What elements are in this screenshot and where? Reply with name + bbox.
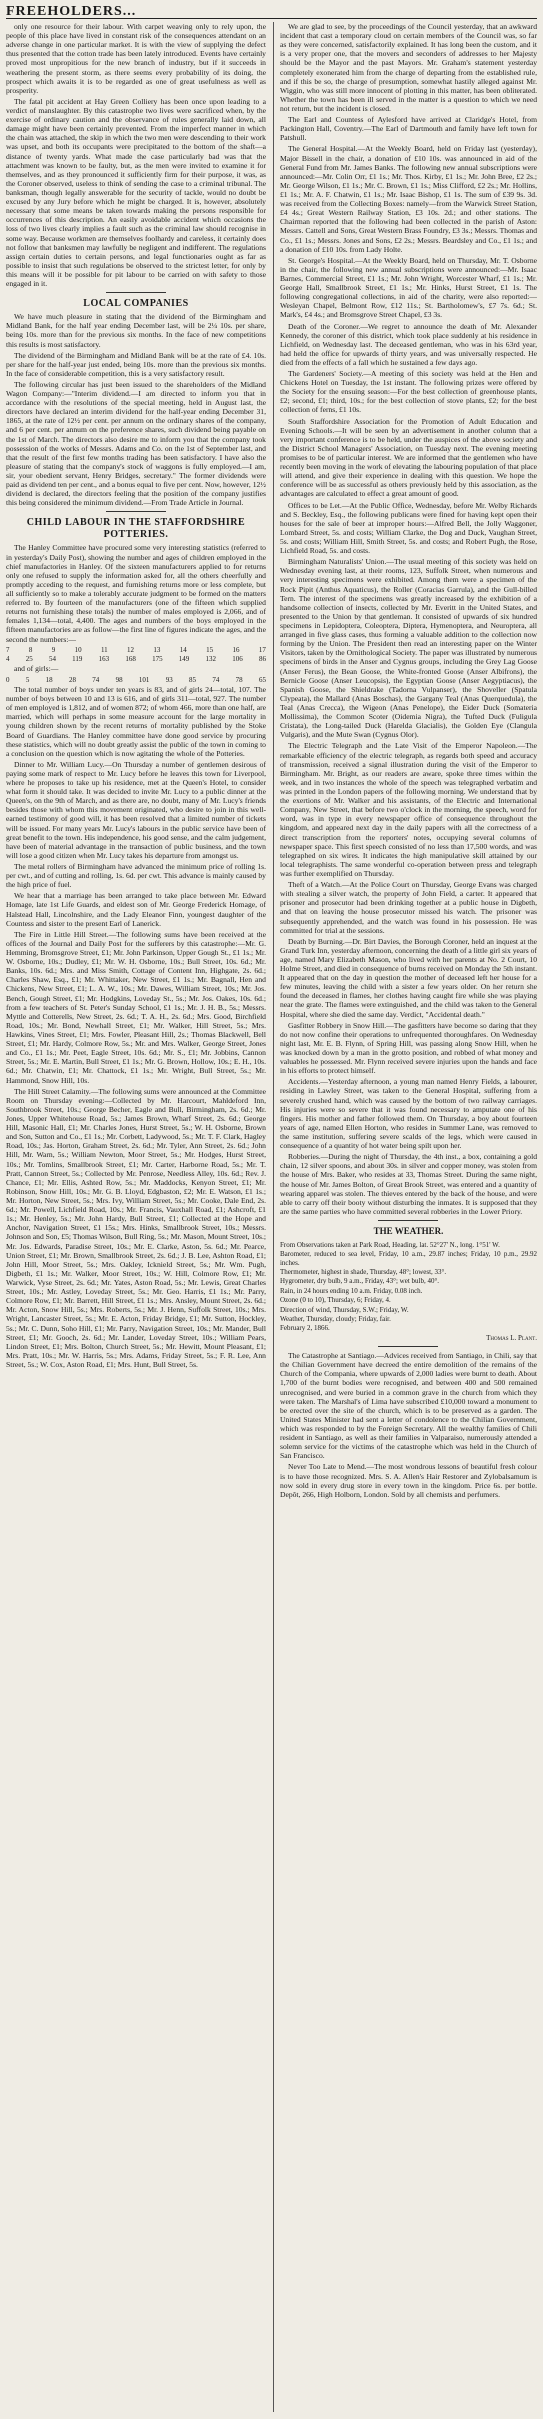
section-heading: CHILD LABOUR IN THE STAFFORDSHIRE POTTERIES. <box>26 517 246 541</box>
section-heading: LOCAL COMPANIES <box>83 298 189 310</box>
article-paragraph: The following circular has just been issued to the shareholders of the Midland Wagon Company:—"Interim dividend.—I am directed to inform you that in accordance with the resolutions of the special meeting, held in August last, the directors have declared an interim dividend for the half-year ending December 31, 1865, at the rate of 12½ per cent. per annum on the ordinary shares of the company, and 6 per cent. per annum on the preference shares, such dividend being payable on the 1st of March. The directors also desire me to inform you that the company took possession of the works of Messrs. Adams and Co. on the 1st of September last, and that the result of the first few months trading has been satisfactory. I have also the pleasure of stating that the company's stock of waggons is fully employed.—I am, sir, your obedient servant, Henry Bridges, secretary." The former dividends were paid as dividend ten per cent., and a bonus equal to five per cent. Now, however, 12½ dividend is declared, the directors feeling that the position of the company justifies this being considered the minimum dividend.—From Trade Article in Journal. <box>6 379 266 508</box>
article-paragraph: Gasfitter Robbery in Snow Hill.—The gasfitters have become so daring that they do not now confine their operations to unfrequented thoroughfares. On Wednesday night last, Mr. E. B. Flynn, of Spring Hill, was passing along Snow Hill, when he was knocked down by a man in the grotto position, and robbed of what money and valuables he possessed. Mr. Flynn received severe injuries upon the hands and face in his efforts to protect himself. <box>279 1020 537 1076</box>
article-paragraph: We have much pleasure in stating that the dividend of the Birmingham and Midland Bank, for the half year ending December last, will be 2¼ 10s. per share, being 10s. more than for the previous six months. In the face of new competitions this results is most satisfactory. <box>6 312 266 349</box>
weather-line: Hygrometer, dry bulb, 9 a.m., Friday, 43°; wet bulb, 40°. <box>279 1277 440 1286</box>
table-cell: 168 <box>125 655 136 664</box>
age-row <box>6 646 266 654</box>
table-cell: 11 <box>100 645 108 654</box>
table-cell: 28 <box>68 675 76 684</box>
table-cell: 13 <box>153 645 161 654</box>
columns <box>6 22 537 2412</box>
weather-report <box>280 1241 537 1342</box>
article-paragraph: Dinner to Mr. William Lucy.—On Thursday a number of gentlemen desirous of paying some mark of respect to Mr. Lucy before he leaves this town for Liverpool, where he proposes to take up his residence, met at the Queen's Hotel, to consider what form it should take. It was decided to invite Mr. Lucy to a public dinner at the Queen's, on the 9th of March, and as there are, no doubt, many of Mr. Lucy's friends besides those with whom this movement originated, who desire to join in this well-earned testimony of good will, it has been resolved that a limited number of tickets will be issued. For many years Mr. Lucy's labours in the public service have been of great benefit to the town. His independence, his good sense, and the calm judgement, have been of material advantage in the transaction of public business, and the town will lose a good citizen when Mr. Lucy takes his departure from amongst us. <box>6 759 266 860</box>
table-cell: 14 <box>179 645 187 654</box>
table-cell: 10 <box>74 645 82 654</box>
table-cell: 78 <box>235 675 243 684</box>
table-cell: 8 <box>28 645 33 654</box>
table-cell: 119 <box>72 655 83 664</box>
article-paragraph: The Hanley Committee have procured some very interesting statistics (referred to in yesterday's Daily Post), showing the number and ages of children employed in the chief manufactories in Hanley. Of the sixteen manufacturers applied to for returns only one refused to supply the information asked for, all the others cheerfully and promptly acceding to the request, and furnishing returns more or less complete, but all sufficiently so to make a tolerably accurate judgment to be formed on the matters referred to. By fourteen of the manufacturers (one of the fifteen which supplied returns not furnishing these totals) the number of males employed is 2,066, and of females 1,134—total, 4,400. The ages and numbers of the boys employed in the fifteen manufactories are as follow—the first line of figures indicate the ages, and the second the numbers:— <box>6 543 266 644</box>
divider <box>106 292 166 293</box>
left-column <box>6 22 266 2412</box>
table-cell: 15 <box>206 645 214 654</box>
article-paragraph: Offices to be Let.—At the Public Office, Wednesday, before Mr. Welby Richards and S. Beckley, Esq., the following publicans were fined for having kept open their houses for the sale of beer at improper hours:—Alfred Bell, the Jolly Waggoner, Lombard Street, 5s. and costs; William Clarke, the Dog and Duck, Vaughan Street, 5s. and costs; William Hill, Smith Street, 5s. and costs; and Robert Pugh, the Rose, Lichfield Road, 5s. and costs. <box>279 500 537 556</box>
table-cell: 132 <box>205 655 216 664</box>
table-cell: 0 <box>6 675 10 684</box>
weather-line: Ozone (0 to 10), Thursday, 6; Friday, 4. <box>279 1296 391 1305</box>
article-paragraph: The dividend of the Birmingham and Midland Bank will be at the rate of £4. 10s. per share for the half-year just ended, being 10s. more than the previous six months. In the face of considerable competition, this is a very satisfactory result. <box>6 350 266 378</box>
table-cell: 16 <box>232 645 240 654</box>
article-paragraph: Robberies.—During the night of Thursday, the 4th inst., a box, containing a gold chain, 12 silver spoons, and about 30s. in silver and copper money, was stolen from the house of Mrs. Baker, who resides at 33, Thomas Street. During the same night, the house of Mr. James Bolton, of Great Brook Street, was entered and a quantity of wearing apparel was stolen. The thieves entered by the back of the house, and were able to carry off their booty without disturbing the inmates. It is supposed that they are the same parties who have committed several robberies in the Lower Priory. <box>279 1152 537 1216</box>
article-paragraph: The total number of boys under ten years is 83, and of girls 24—total, 107. The number of boys between 10 and 13 is 616, and of girls 311—total, 927. The number of men employed is 1,812, and of women 872; of whom 466, more than one half, are married, which will perhaps in some measure account for the large mortality in young children shown by the recent returns of mortality published by the Stoke Board of Guardians. The Hanley committee have done good service by procuring these statistics, which will no doubt greatly assist the public of the town in coming to a conclusion on the question which is now agitating the whole of the Potteries. <box>6 684 266 758</box>
article-paragraph: Never Too Late to Mend.—The most wondrous lessons of beautiful fresh colour is to have those recognized. Mrs. S. A. Allen's Hair Restorer and Zylobalsamum is now sold in every drug store in every town in the kingdom. Price 6s. per bottle. Depôt, 266, High Holborn, London. Sold by all chemists and perfumers. <box>279 1462 537 1499</box>
article-paragraph: Birmingham Naturalists' Union.—The usual meeting of this society was held on Wednesday evening last, at their rooms, 123, Suffolk Street, when numerous and very interesting specimens were exhibited. Among them were a specimen of the Rock Pipit (Anthus Aquaticus), the Roller (Coracias Garrula), and the Gull-billed Tern. The interest of the specimens was greatly increased by the exhibition of a handsome collection of insects, collected by Mr. Everitt in the United States, and presented to the Union by that gentleman. It consisted of upwards of six hundred specimens in Lepidoptera, Coleoptera, Diptera, Hymenoptera, and Neuroptera, all arranged in five glass cases, thus forming a valuable addition to the collection now forming by the Union. The President then read an interesting paper on the Winter Visitors, taken by the Ornithological Society. The paper was illustrated by numerous specimens of birds in the Anser and Cygnus groups, including the Grey Lag Goose (Anser Ferus), the Bean Goose, the White-fronted Goose (Anser Albifrons), the Bernicle Goose (Anser Leucopsis), the Egyptian Goose (Anser Aegyptiacus), the Spanish Goose, the Shieldrake (Tadorna Vulpanser), the Shoveller (Spatula Clypeata), the Mallard (Anas Boschas), the Gargany Teal (Anas Querquedula), the Teal (Anas Crecca), the Wigeon (Anas Penelope), the Eider Duck (Somateria Mollissima), the Common Scoter (Oidemia Nigra), the Tufted Duck (Fuligula Cristata), the Long-tailed Duck (Harelda Glacialis), the Golden Eye (Clangula Vulgaris), and the Mute Swan (Cygnus Olor). <box>279 557 537 740</box>
weather-line: Direction of wind, Thursday, S.W.; Friday, W. <box>279 1305 409 1314</box>
table-cell: 12 <box>127 645 135 654</box>
table-cell: 175 <box>152 655 163 664</box>
table-cell: 149 <box>178 655 190 664</box>
article-paragraph: We hear that a marriage has been arranged to take place between Mr. Edward Homage, late 1st Life Guards, and eldest son of Mr. George Frederick Homage, of Halstead Hall, Lincolnshire, and the Lady Eleanor Finn, youngest daughter of the Countess and sister to the present Earl of Lanerick. <box>6 891 266 928</box>
article-paragraph: St. George's Hospital.—At the Weekly Board, held on Thursday, Mr. T. Osborne in the chair, the following new annual subscriptions were announced:—Mr. Isaac Barnes, Commercial Street, £1 1s.; Mr. John Wright, Worcester Wharf, £1 1s.; Mr. George Hall, Smallbrook Street, £1 1s.; Mr. Hinks, Hurst Street, £1 1s. The following congregational collections, in aid of the charity, were also reported:—Wesleyan Chapel, Belmont Row, £12 11s.; St. Bartholomew's, £7 7s. 6d.; St. Mark's, £4 4s.; and Bromsgrove Street Chapel, £3 3s. <box>279 255 537 320</box>
weather-line: Barometer, reduced to sea level, Friday, 10 a.m., 29.87 inches; Friday, 10 p.m., 29.92 inches. <box>279 1250 537 1267</box>
girls-count-row <box>6 676 266 684</box>
article-paragraph: The fatal pit accident at Hay Green Colliery has been once upon leading to a verdict of manslaughter. By this catastrophe two lives were sacrificed when, by the exercise of ordinary caution and the observance of rules generally laid down, all damage might have been certainly prevented. From the imperfect manner in which the chain was attached, the skip in which the two men were descending to their work was upset, and both its occupants were precipitated to the bottom of the shaft—a distance of twenty yards. What made the case particularly bad was that the attachment was known to be faulty, but, as the men were invited to examine it for themselves, and as they pronounced it sufficiently firm for their purpose, it was, as the Coroner observed, useless to think of sending the case to a criminal tribunal. The banksman, though legally answerable for the security of tackle, would no doubt be excused by any Jury before which he might be charged. It is, however, absolutely necessary that some means be taken towards making the persons responsible for occurrences of this description. An easily avoidable accident which occasions the loss of two lives clearly implies a fault such as the criminal law should recognise in some way. Because workmen are themselves foolhardy and careless, it certainly does not follow that banksmen may lawfully be negligent and indifferent. The regulations assign certain duties to certain persons, and legal functionaries ought as far as possible to insist that such regulations be observed to the strictest letter, for only by this means will it be possible for pit labour to be carried on with safety to those engaged in it. <box>6 96 266 289</box>
article-paragraph: The Earl and Countess of Aylesford have arrived at Claridge's Hotel, from Packington Hall, Coventry.—The Earl of Dartmouth and family have left town for Patshull. <box>279 115 537 143</box>
weather-heading: THE WEATHER. <box>373 1226 444 1236</box>
table-cell: 86 <box>258 655 266 664</box>
masthead: FREEHOLDERS... <box>6 4 537 19</box>
right-column <box>273 22 537 2412</box>
article-paragraph: and of girls:— <box>14 664 59 674</box>
table-cell: 4 <box>6 655 10 664</box>
table-cell: 74 <box>212 675 220 684</box>
divider <box>378 1346 438 1347</box>
weather-line: Rain, in 24 hours ending 10 a.m. Friday, 0.08 inch. <box>279 1286 423 1295</box>
table-cell: 93 <box>165 675 173 684</box>
table-cell: 85 <box>189 675 196 684</box>
boys-count-row <box>6 655 266 663</box>
table-cell: 101 <box>138 675 150 684</box>
article-paragraph: The Electric Telegraph and the Late Visit of the Emperor Napoleon.—The remarkable efficiency of the electric telegraph, as regards both speed and accuracy of transmission, received a signal illustration during the visit of the Emperor to Birmingham. Mr. Bright, as our readers are aware, spoke three times within the week, and in two instances the whole of the speech was telegraphed verbatim and was printed in the London papers of the following morning. We understand that by the exertions of Mr. Walker and his assistants, of the Electric and International Company, New Street, that before two o'clock in the morning, the speech, word for word, was in type in every newspaper office of consequence throughout the kingdom, and appeared next day in the daily papers with all the correctness of a direct transcription from the reporters' notes, occupying several columns of newspaper space. This first speech consisted of no less than 17,500 words, and was telegraphed on six wires. It indicates the high manipulative skill attained by our local telegraphists. The same wonderful co-operation between press and telegraph was further exemplified on Thursday. <box>279 741 537 878</box>
article-paragraph: The Catastrophe at Santiago.—Advices received from Santiago, in Chili, say that the Chilian Government have decreed the entire demolition of the remains of the Church of the Compania, where upwards of 2,000 ladies were burnt to death. About 1,700 of the burnt bodies were recognised, and between 400 and 500 remained unrecognised, and were buried in a common grave in the church from which they were taken. The Marshal's of Lima have subscribed £10,000 toward a monument to be erected over the site of the church, which is to be preserved as a garden. The United States Minister had sent a letter of condolence to the Chilian Government, which was responded to by the Foreign Secretary. All the wealthy families of Chili resident in Santiago, as well as their families in Valparaiso, numerously attended a solemn service for the victims of the catastrophe which was held in the Church of San Francisco. <box>279 1351 537 1461</box>
article-paragraph: Accidents.—Yesterday afternoon, a young man named Henry Fields, a labourer, residing in Lawley Street, was taken to the General Hospital, suffering from a severely crushed hand, which was caused by the bottom of two railway carriages. His injuries were so severe that it was found necessary to amputate one of his fingers. His mother and father followed them. On Thursday, a boy about fourteen years of age, named Ellen Horton, who resides in Summer Lane, was removed to the same institution, suffering severe scalds of the legs, which were caused in consequence of a quantity of hot water being spilt upon her. <box>279 1077 537 1151</box>
table-cell: 54 <box>48 655 56 664</box>
table-cell: 18 <box>45 675 53 684</box>
table-cell: 9 <box>51 645 56 654</box>
weather-date: February 2, 1866. <box>279 1324 330 1333</box>
divider <box>106 511 166 512</box>
table-cell: 106 <box>232 655 243 664</box>
table-cell: 7 <box>6 645 10 654</box>
table-cell: 163 <box>98 655 110 664</box>
weather-line: Thermometer, highest in shade, Thursday, 48°; lowest, 33°. <box>279 1267 447 1276</box>
table-cell: 25 <box>25 655 33 664</box>
article-paragraph: The Hill Street Calamity.—The following sums were announced at the Committee Room on Thursday evening:—Collected by Mr. Harcourt, Mahldeford Inn, Southbrook Street, 10s.; George Becher, Eagle and Bull, Birmingham, 2s. 6d.; Mr. Jones, Upper Whitehouse Road, 5s.; James Brown, Wharf Street, 2s. 6d.; George Hill, Masonic Hall, £1; Mr. Charles Jones, Hurst Street, 5s.; W. H. Osborne, Brown and Son, Sutton and Co., £1 1s.; Mr. Corbett, Ladywood, 5s.; Mr. T. F. Clark, Hagley Road, 10s.; Jas. Horton, Graham Street, 2s. 6d.; Mr. Tyler, Ann Street, 2s. 6d.; John Hill, Mr. Warn, 5s.; William Newton, Moor Street, 5s.; Mr. Hodges, Hurst Street, 10s.; Mr. Tomlins, Smallbrook Street, £1; Mr. Carter, Harborne Road, 5s.; Mr. T. Pratt, Cannon Street, 5s.; Collected by Mr. Penrose, Needless Alley, 10s. 6d.; Rev. J. Chance, £1; Mr. Ellis, Ashted Row, 5s.; Mr. Maddocks, Kenyon Street, £1; Mr. Robinson, Snow Hill, 10s.; Mr. G. B. Lloyd, Edgbaston, £2; Mr. E. Watson, £1 1s.; Mr. Horton, New Street, 5s.; Mrs. Ivy, William Street, 5s.; Mr. Cooke, Dale End, 2s. 6d.; Mr. Powell, Lichfield Road, 10s.; Mr. Francis, Vauxhall Road, £1; Ashcroft, £1 1s.; Mr. Henley, 5s.; Mr. John Hardy, Bull Street, £1; Collected at the Hope and Anchor, Navigation Street, £1 15s.; Mrs. Hinks, Smallbrook Street, 10s.; Messrs. Johnson and Son, £5; Thomas Wilson, Bull Ring, 5s.; Mr. Mason, Mount Street, 10s.; Mr. Jos. Edwards, Paradise Street, 10s.; Mr. E. Clarke, Aston, 5s. 6d.; Mr. Pearce, Union Street, £1; Mr. Brown, Smallbrook Street, 2s. 6d.; J. B. Lee, Ashton Road, £1; John Hill, Moor Street, 5s.; Mrs. Oakley, Icknield Street, 5s.; Mr. Wm. Pugh, Digbeth, £1 1s.; Mr. Walker, Moor Street, 10s.; W. Hill, Colmore Row, £1; Mr. Warwick, Vyse Street, 2s. 6d.; Mr. Yates, Aston Road, 5s.; Mr. Lewis, Great Charles Street, 10s.; Mr. Astley, Loveday Street, 5s.; Mr. Geo. Harris, £1 1s.; Mr. Parry, Colmore Row, £1; Mr. Barrett, Hill Street, £1 1s.; Mrs. Ansley, Mount Street, 2s. 6d.; Mr. Acton, Snow Hill, 5s.; Mrs. Roberts, 5s.; Mr. J. Henn, Suffolk Street, 10s.; Mrs. Wright, Lancaster Street, 5s.; Mr. E. Acton, Friday Bridge, £1; Mr. Sutton, Hockley, 5s.; Mr. C. Dunn, Soho Hill, £1; Mr. Parry, Navigation Street, 10s.; Mr. Mander, Bull Street, £1; Mr. Gooch, 2s. 6d.; Mr. Lander, Loveday Street, 10s.; William Pears, Lindon Street, £1; Mrs. Bolton, Church Street, 5s.; Mr. Hewitt, Mount Pleasant, £1; Mrs. Pratt, 10s.; Mr. W. Harris, 5s.; Mrs. Adams, Friday Street, 5s.; F. R. Lee, Ann Street, 5s.; W. Cox, Aston Road, £1; Mrs. Hunt, Bull Street, 5s. <box>6 1086 266 1369</box>
weather-line: From Observations taken at Park Road, Heading, lat. 52°27' N., long. 1°51' W. <box>279 1240 500 1249</box>
article-paragraph: The Gardeners' Society.—A meeting of this society was held at the Hen and Chickens Hotel on Tuesday, the 1st instant. The following prizes were offered by the Society for the ensuing season:—For the best collection of greenhouse plants, £2; second, £1; third, 10s.; for the best collection of stove plants, £2; for the best collection of ferns, £1 10s. <box>279 369 537 415</box>
weather-signature: Thomas L. Plant. <box>486 1333 537 1342</box>
divider <box>378 1220 438 1221</box>
article-paragraph: The Fire in Little Hill Street.—The following sums have been received at the offices of the Journal and Daily Post for the sufferers by this catastrophe:—Mr. G. Hemming, Bromsgrove Street, £1; Mr. John Parkinson, Upper Gough St., £1 1s.; Mr. W. Osborne, 10s.; Dudley, £1; Mr. W. H. Osborne, 10s.; Bull Street, 10s. 6d.; Mr. Banks, 10s. 6d.; Mrs. and Miss Smith, Cottage of Content Inn, Highgate, 2s. 6d.; Charles Shaw, Esq., £1; Mr. Whittaker, New Street, £1 1s.; Mr. Bagnall, Hen and Chickens, New Street, £1; L. A. W., 10s.; Mr. Dawes, William Street, 10s.; Mr. Jos. Bench, Gough Street, £1; Mr. Hodgkins, Loveday St., 5s.; Mr. Jos. Oakes, 10s. 6d.; from a few teachers of St. Peter's Sunday School, £1 1s.; Mr. J. H. B., 5s.; Messrs. Myttle and Cotterells, New Street, 2s. 6d.; T. A. H., 2s. 6d.; Mrs. Good, Birchfield Road, 10s.; Mr. Bond, Newhall Street, £1; Mr. Walker, Hill Street, 5s.; Mrs. Hawkins, Vines Street, £1; Mrs. Fowler, Pleasant Hill, 2s.; Thomas Blackwell, Bell Street, £1; Mr. Hardy, Colmore Row, 5s.; Mr. and Mrs. Walker, George Street, Jones and Co., £1 1s.; Mr. Peet, Eagle Street, 10s. 6d.; Mr. S., £1; Mr. Jobbins, Cannon Street, 5s.; Mr. E. Martin, Bull Street, £1 1s.; Mr. G. Brown, Hollow, 10s.; E. H., 10s. 6d.; Mr. Chatwin, £1; Mr. Chattock, £1 1s.; Mr. Wright, Bull Street, 5s.; Mr. Hammond, Snow Hill, 10s. <box>6 929 266 1085</box>
article-paragraph: The metal rollers of Birmingham have advanced the minimum price of rolling 1s. per cwt., and of cutting and rolling, 1s. 6d. per cwt. This advance is mainly caused by the high price of fuel. <box>6 862 266 890</box>
article-paragraph: The General Hospital.—At the Weekly Board, held on Friday last (yesterday), Major Bissell in the chair, a donation of £10 10s. was announced in aid of the General Fund from Mr. James Banks. The following new annual subscriptions were announced:—Mr. Colin Orr, £1 1s.; Mr. Thos. Kirby, £1 1s.; Mr. John Bree, £2 2s.; Mr. George Wilson, £1 1s.; Mr. C. Brown, £1 1s.; Miss Clifford, £2 2s.; Mr. Hollins, £1 1s.; Mr. A. F. Chatwin, £1 1s.; Mr. Isaac Bishop, £1 1s. The sum of £39 9s. 3d. was received from the Collecting Boxes: namely—from the Warwick Street Station, £4 4s.; Great Western Railway Station, £3 10s. 2d.; and other stations. The Chairman reported that the following had been collected in the parish of Aston: Messrs. Cattell and Sons, Great Western Brass Foundry, £3 3s.; Messrs. Thomas and Co., £1 1s.; Messrs. Jones and Sons, £2 2s.; Messrs. Beardsley and Co., £1 1s.; and a donation of £10 10s. from Lady Holte. <box>279 144 537 254</box>
table-cell: 98 <box>115 675 123 684</box>
article-paragraph: Death by Burning.—Dr. Birt Davies, the Borough Coroner, held an inquest at the Grand Turk Inn, yesterday afternoon, concerning the death of a little girl six years of age, named Mary Elizabeth Mason, who lived with her parents at No. 2 Court, 10 Holme Street, and died in consequence of burns received on Monday the 5th instant. It appeared that on the day in question the mother of deceased left her house for a few minutes, leaving the child with a sister a few years older. On her return she found the deceased in flames, her clothes having caught fire while she was playing near the grate. The flames were extinguished, and the child was taken to the General Hospital, where she died the same day. Verdict, "Accidental death." <box>279 936 537 1019</box>
article-paragraph: We are glad to see, by the proceedings of the Council yesterday, that an awkward incident that cast a temporary cloud on certain members of the Council was, so far as they were concerned, satisfactorily explained. It has long been the custom, and it is a very proper one, that the movers and seconders of addresses to her Majesty should be the Mayor and the past Mayors. Mr. Graham's statement yesterday completely exonerated him from the charge of departing from the established rule, and if this be so, the charge of presumption, somewhat hastily alleged against Mr. Wiggin, who was still more innocent of plotting in this matter, has been obliterated. Whether the town has been ill served in the matter is a question to which we need not return, but the incident is closed. <box>279 22 537 113</box>
article-paragraph: South Staffordshire Association for the Promotion of Adult Education and Evening Schools.—It will be seen by an advertisement in another column that a very important conference is to be held, under the auspices of the above society and the District School Managers' Association, on Tuesday next. The evening meeting promises to be of particular interest. We are informed that the gentlemen who have recently been moving in the work of elevating the labouring population of that place will attend, and give their experience in dealing with this question. We hope the conference will be as successful as others previously held by this association, as the advantages are calculated to effect a great amount of good. <box>279 416 537 499</box>
article-paragraph: only one resource for their labour. With carpet weaving only to rely upon, the people of this place have lived in constant risk of the consequences attendant on an adverse change in one particular market. It is with the view of supplying the defect thus presented that the cotton trade has been lately introduced. Events have certainly proved most unpropitious for the new branch of industry, but if it succeeds in weathering the present storm, as there seems every probability of its doing, the prospect which awaits it is to be regarded as one of great usefulness as well as prosperity. <box>6 22 266 95</box>
table-cell: 65 <box>258 675 266 684</box>
article-paragraph: Theft of a Watch.—At the Police Court on Thursday, George Evans was charged with stealing a silver watch, the property of John Field, a carter. It appeared that prisoner and prosecutor had been drinking together at a public house in Digbeth, and that on leaving the house prosecutor missed his watch. The prisoner was subsequently apprehended, and the watch was found in his possession. He was committed for trial at the sessions. <box>279 880 537 935</box>
table-cell: 74 <box>92 675 100 684</box>
table-cell: 17 <box>258 645 266 654</box>
weather-line: Weather, Thursday, cloudy; Friday, fair. <box>279 1314 391 1323</box>
table-cell: 5 <box>25 675 30 684</box>
article-paragraph: Death of the Coroner.—We regret to announce the death of Mr. Alexander Kennedy, the coroner of this district, which took place suddenly at his residence in Lichfield, on Wednesday last. The deceased gentleman, who was in his 63rd year, had held the office for upwards of thirty years, and was universally respected. He died from the effects of a fall which he sustained a few days ago. <box>279 321 537 367</box>
